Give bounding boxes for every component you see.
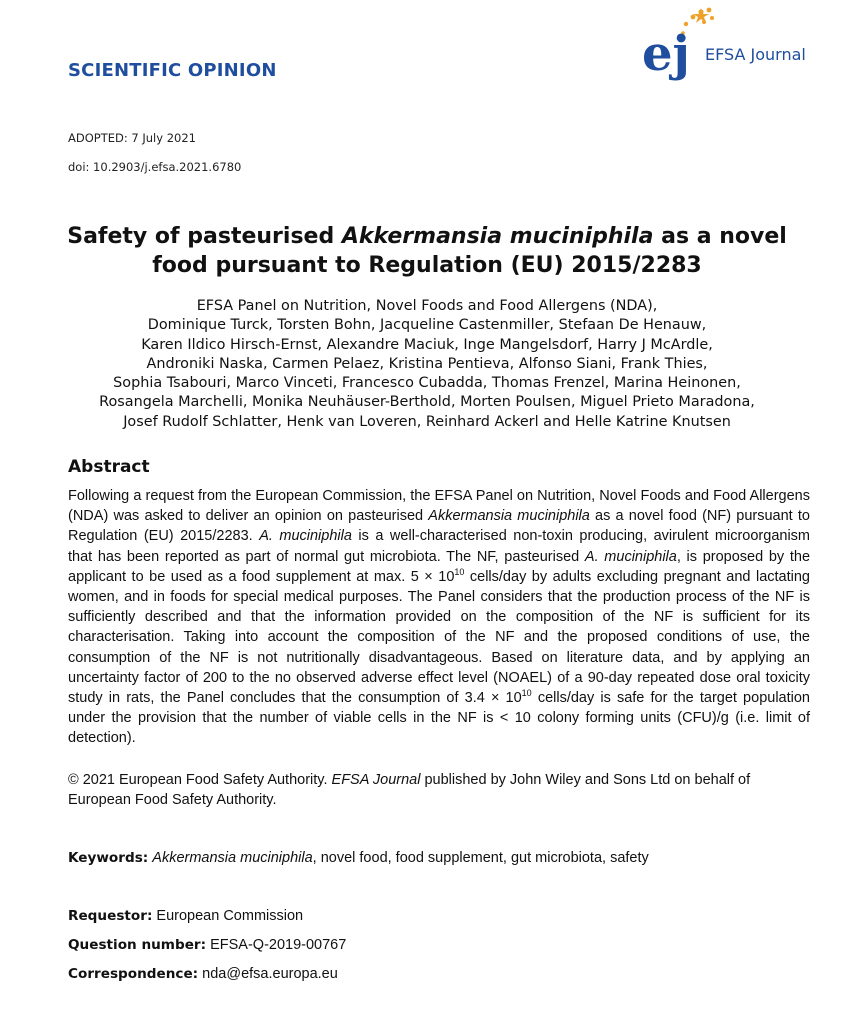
title-part-2: as a novel food pursuant to Regulation (EU) 2015/2283	[152, 224, 787, 278]
author-line: Dominique Turck, Torsten Bohn, Jacqueline Castenmiller, Stefaan De Henauw,	[147, 317, 707, 334]
author-line: EFSA Panel on Nutrition, Novel Foods and Food Allergens (NDA),	[196, 298, 658, 314]
question-value: EFSA-Q-2019-00767	[210, 937, 347, 953]
keywords: Keywords: Akkermansia muciniphila, novel food, food supplement, gut microbiota, safety	[68, 850, 649, 866]
title-species: Akkermansia muciniphila	[341, 224, 654, 249]
correspondence-email[interactable]: nda@efsa.europa.eu	[202, 966, 338, 982]
title-part-1: Safety of pasteurised	[67, 224, 342, 249]
ej-mark: ej	[642, 26, 690, 82]
requestor	[68, 908, 303, 924]
question-number	[68, 937, 346, 953]
requestor-label: Requestor:	[68, 908, 153, 924]
copyright-notice: © 2021 European Food Safety Authority. EFSA Journal published by John Wiley and Sons Ltd on behalf of European Food Safety Authority.	[68, 772, 751, 809]
author-line: Rosangela Marchelli, Monika Neuhäuser-Berthold, Morten Poulsen, Miguel Prieto Maradona,	[99, 394, 755, 411]
correspondence-label: Correspondence:	[68, 966, 199, 982]
author-line: Sophia Tsabouri, Marco Vinceti, Francesco Cubadda, Thomas Frenzel, Marina Heinonen,	[113, 375, 741, 392]
author-line: Androniki Naska, Carmen Pelaez, Kristina Pentieva, Alfonso Siani, Frank Thies,	[146, 355, 708, 372]
adopted-date: ADOPTED: 7 July 2021	[68, 131, 196, 145]
abstract-heading: Abstract	[68, 457, 150, 477]
author-line: Josef Rudolf Schlatter, Henk van Loveren, Reinhard Ackerl and Helle Katrine Knutsen	[123, 413, 731, 430]
requestor-value: European Commission	[156, 908, 304, 924]
correspondence	[68, 966, 338, 982]
abstract-text: Following a request from the European Commission, the EFSA Panel on Nutrition, Novel Foods and Food Allergens (NDA) was asked to deliver an opinion on pasteurised Akkermansia muciniphila as a novel food (NF) pursuant to Regulation (EU) 2015/2283. A. muciniphila is a well-characterised non-toxin producing, avirulent microorganism that has been reported as part of normal gut microbiota. The NF, pasteurised A. muciniphila, is proposed by the applicant to be used as a food supplement at max. $5 \times 10^{10}$ cells/day by adults excluding pregnant and lactating women, and in foods for special medical purposes. The Panel considers that the production process of the NF is sufficiently described and that the information provided on the composition of the NF is sufficient for its characterisation. Taking into account the composition of the NF and the proposed conditions of use, the consumption of the NF is not nutritionally disadvantageous. Based on literature data, and by applying an uncertainty factor of 200 to the no observed adverse effect level (NOAEL) of a 90-day repeated dose oral toxicity study in rats, the Panel concludes that the consumption of $3.4 \times 10^{10}$ cells/day is safe for the target population under the provision that the number of viable cells in the NF is < 10 colony forming units (CFU)/g (i.e. limit of detection).	[68, 488, 811, 747]
journal-name: EFSA Journal	[705, 45, 806, 64]
section-label: SCIENTIFIC OPINION	[68, 60, 277, 81]
page-header	[0, 0, 854, 100]
article-title	[40, 222, 814, 280]
keywords-label: Keywords:	[68, 850, 149, 866]
author-list	[40, 297, 814, 432]
author-line: Karen Ildico Hirsch-Ernst, Alexandre Maciuk, Inge Mangelsdorf, Harry J McArdle,	[141, 336, 713, 353]
doi[interactable]: doi: 10.2903/j.efsa.2021.6780	[68, 160, 242, 174]
question-label: Question number:	[68, 937, 207, 953]
